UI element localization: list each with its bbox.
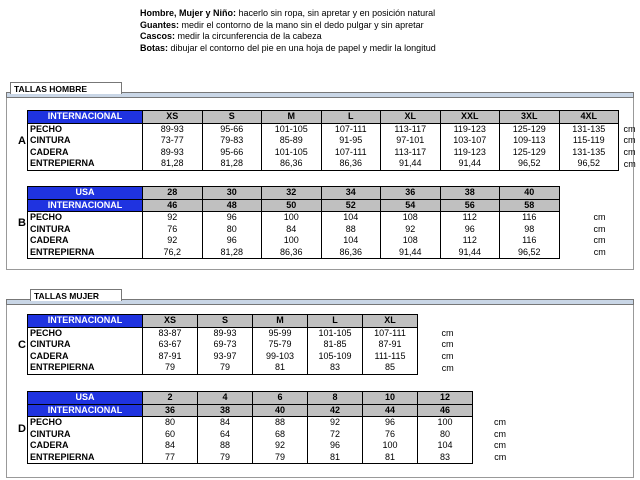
size-header-cell: 38 [440, 187, 500, 200]
value-cell: 96 [202, 212, 262, 224]
table-row [28, 147, 640, 159]
value-cell: 88 [321, 224, 381, 236]
section-title-mujer: TALLAS MUJER [30, 289, 122, 301]
value-cell: 91,44 [381, 247, 441, 259]
unit-label: cm [441, 339, 454, 350]
value-cell: 103-107 [440, 135, 500, 147]
spacer-cell [619, 111, 640, 124]
value-cell: 131-135 [559, 147, 619, 159]
value-cell: 131-135 [559, 123, 619, 135]
value-cell: 95-66 [202, 147, 262, 159]
value-cell: 100 [418, 417, 473, 429]
size-header-cell: 42 [308, 404, 363, 417]
table-letter: B [18, 217, 26, 229]
table-letter: C [18, 339, 26, 351]
value-cell: 113-117 [381, 147, 441, 159]
size-header-cell: 6 [253, 392, 308, 405]
unit-label: cm [441, 327, 454, 338]
note-line: Cascos: medir la circunferencia de la cabeza [140, 31, 322, 41]
value-cell: 113-117 [381, 123, 441, 135]
value-cell: 86,36 [262, 158, 322, 170]
header-label: INTERNACIONAL [28, 404, 143, 417]
row-label: PECHO [28, 417, 143, 429]
value-cell: 92 [381, 224, 441, 236]
table-header-row [28, 392, 528, 405]
value-cell: 95-99 [253, 327, 308, 339]
value-cell: 96,52 [559, 158, 619, 170]
value-cell: 81,28 [143, 158, 203, 170]
size-header-cell: 38 [198, 404, 253, 417]
value-cell: 77 [143, 452, 198, 464]
size-header-cell: 12 [418, 392, 473, 405]
value-cell: 100 [262, 212, 322, 224]
value-cell: 68 [253, 429, 308, 441]
table-row [28, 452, 528, 464]
value-cell: 81 [308, 452, 363, 464]
size-header-cell: XL [381, 111, 441, 124]
table-row [28, 247, 640, 259]
value-cell: 101-105 [308, 327, 363, 339]
value-cell: 84 [262, 224, 322, 236]
note-line: Botas: dibujar el contorno del pie en una hoja de papel y medir la longitud [140, 42, 436, 53]
table-row [28, 123, 640, 135]
value-cell: 83-87 [143, 327, 198, 339]
unit-label: cm [593, 235, 606, 246]
value-cell: 83 [308, 362, 363, 374]
unit-label: cm [494, 417, 506, 427]
value-cell: 76 [363, 429, 418, 441]
row-label: CADERA [28, 235, 143, 247]
value-cell: 63-67 [143, 339, 198, 351]
value-cell: 125-129 [500, 123, 560, 135]
size-table-mujer-usa [27, 391, 528, 464]
value-cell: 81 [253, 362, 308, 374]
value-cell: 96 [202, 235, 262, 247]
header-label: INTERNACIONAL [28, 199, 143, 212]
value-cell: 96 [363, 417, 418, 429]
unit-label: cm [623, 158, 636, 169]
value-cell: 101-105 [262, 147, 322, 159]
size-header-cell: 3XL [500, 111, 560, 124]
size-header-cell: 36 [381, 187, 441, 200]
value-cell: 119-123 [440, 147, 500, 159]
value-cell: 96,52 [500, 158, 560, 170]
value-cell: 81 [363, 452, 418, 464]
value-cell: 81-85 [308, 339, 363, 351]
value-cell: 84 [143, 440, 198, 452]
value-cell: 96,52 [500, 247, 560, 259]
table-row [28, 417, 528, 429]
spacer-cell [559, 199, 640, 212]
value-cell: 108 [381, 235, 441, 247]
table-row [28, 224, 640, 236]
value-cell: 89-93 [143, 147, 203, 159]
value-cell: 84 [198, 417, 253, 429]
value-cell: 101-105 [262, 123, 322, 135]
value-cell: 60 [143, 429, 198, 441]
size-header-cell: M [262, 111, 322, 124]
value-cell: 64 [198, 429, 253, 441]
note-line: Guantes: medir el contorno de la mano sin el dedo pulgar y sin apretar [140, 19, 424, 30]
value-cell: 98 [500, 224, 560, 236]
value-cell: 91,44 [440, 247, 500, 259]
unit-label: cm [441, 362, 454, 373]
table-row [28, 429, 528, 441]
table-row [28, 235, 640, 247]
size-header-cell: 36 [143, 404, 198, 417]
size-header-cell: 46 [143, 199, 203, 212]
table-header-row [28, 404, 528, 417]
value-cell: 107-111 [321, 147, 381, 159]
size-table-hombre-usa [27, 186, 640, 259]
table-letter: A [18, 135, 26, 147]
value-cell: 125-129 [500, 147, 560, 159]
value-cell: 96 [308, 440, 363, 452]
value-cell: 99-103 [253, 351, 308, 363]
size-header-cell: L [308, 315, 363, 328]
size-header-cell: 30 [202, 187, 262, 200]
unit-label: cm [623, 135, 636, 146]
unit-label: cm [494, 440, 506, 451]
row-label: PECHO [28, 212, 143, 224]
table-row [28, 327, 478, 339]
unit-label: cm [593, 247, 606, 257]
spacer-cell [473, 392, 528, 405]
value-cell: 93-97 [198, 351, 253, 363]
size-table-hombre-international [27, 110, 640, 171]
row-label: CINTURA [28, 339, 143, 351]
value-cell: 89-93 [143, 123, 203, 135]
value-cell: 80 [143, 417, 198, 429]
value-cell: 91-95 [321, 135, 381, 147]
value-cell: 79-83 [202, 135, 262, 147]
size-header-cell: XXL [440, 111, 500, 124]
size-table-mujer-international [27, 314, 478, 375]
header-label: USA [28, 187, 143, 200]
value-cell: 100 [363, 440, 418, 452]
value-cell: 86,36 [321, 158, 381, 170]
value-cell: 109-113 [500, 135, 560, 147]
value-cell: 91,44 [440, 158, 500, 170]
row-label: CADERA [28, 351, 143, 363]
measurement-instructions [140, 8, 436, 54]
size-header-cell: 10 [363, 392, 418, 405]
size-header-cell: 56 [440, 199, 500, 212]
table-row [28, 212, 640, 224]
value-cell: 92 [253, 440, 308, 452]
value-cell: 104 [321, 235, 381, 247]
size-header-cell: M [253, 315, 308, 328]
value-cell: 91,44 [381, 158, 441, 170]
value-cell: 86,36 [321, 247, 381, 259]
row-label: CADERA [28, 440, 143, 452]
spacer-cell [418, 315, 478, 328]
size-header-cell: XS [143, 315, 198, 328]
row-label: CINTURA [28, 135, 143, 147]
value-cell: 72 [308, 429, 363, 441]
value-cell: 116 [500, 235, 560, 247]
value-cell: 83 [418, 452, 473, 464]
value-cell: 85-89 [262, 135, 322, 147]
value-cell: 81,28 [202, 158, 262, 170]
value-cell: 73-77 [143, 135, 203, 147]
unit-label: cm [441, 350, 454, 361]
value-cell: 85 [363, 362, 418, 374]
unit-label: cm [593, 212, 606, 222]
value-cell: 104 [418, 440, 473, 452]
value-cell: 76 [143, 224, 203, 236]
value-cell: 92 [308, 417, 363, 429]
row-label: ENTREPIERNA [28, 158, 143, 170]
size-header-cell: 48 [202, 199, 262, 212]
size-header-cell: 40 [253, 404, 308, 417]
header-label: USA [28, 392, 143, 405]
value-cell: 81,28 [202, 247, 262, 259]
size-header-cell: L [321, 111, 381, 124]
size-header-cell: XL [363, 315, 418, 328]
unit-label: cm [593, 223, 606, 234]
value-cell: 79 [143, 362, 198, 374]
value-cell: 79 [253, 452, 308, 464]
size-header-cell: S [198, 315, 253, 328]
spacer-cell [473, 404, 528, 417]
value-cell: 95-66 [202, 123, 262, 135]
table-row [28, 440, 528, 452]
value-cell: 116 [500, 212, 560, 224]
value-cell: 75-79 [253, 339, 308, 351]
table-header-row [28, 315, 478, 328]
value-cell: 92 [143, 235, 203, 247]
value-cell: 107-111 [321, 123, 381, 135]
row-label: CADERA [28, 147, 143, 159]
value-cell: 119-123 [440, 123, 500, 135]
size-header-cell: 4 [198, 392, 253, 405]
size-header-cell: XS [143, 111, 203, 124]
value-cell: 88 [198, 440, 253, 452]
size-header-cell: 2 [143, 392, 198, 405]
value-cell: 86,36 [262, 247, 322, 259]
unit-label: cm [494, 428, 506, 439]
size-header-cell: 52 [321, 199, 381, 212]
size-header-cell: 28 [143, 187, 203, 200]
value-cell: 79 [198, 362, 253, 374]
size-header-cell: 4XL [559, 111, 619, 124]
value-cell: 107-111 [363, 327, 418, 339]
size-header-cell: 46 [418, 404, 473, 417]
table-row [28, 351, 478, 363]
row-label: ENTREPIERNA [28, 247, 143, 259]
value-cell: 89-93 [198, 327, 253, 339]
row-label: PECHO [28, 327, 143, 339]
value-cell: 111-115 [363, 351, 418, 363]
value-cell: 112 [440, 235, 500, 247]
unit-label: cm [623, 123, 636, 134]
size-header-cell: S [202, 111, 262, 124]
value-cell: 87-91 [143, 351, 198, 363]
table-row [28, 362, 478, 374]
table-row [28, 339, 478, 351]
value-cell: 87-91 [363, 339, 418, 351]
table-header-row [28, 111, 640, 124]
size-header-cell: 34 [321, 187, 381, 200]
value-cell: 108 [381, 212, 441, 224]
value-cell: 96 [440, 224, 500, 236]
unit-label: cm [623, 146, 636, 157]
row-label: ENTREPIERNA [28, 362, 143, 374]
value-cell: 105-109 [308, 351, 363, 363]
size-header-cell: 50 [262, 199, 322, 212]
size-header-cell: 54 [381, 199, 441, 212]
section-title-hombre: TALLAS HOMBRE [10, 82, 122, 94]
value-cell: 80 [202, 224, 262, 236]
size-header-cell: 58 [500, 199, 560, 212]
header-label: INTERNACIONAL [28, 315, 143, 328]
value-cell: 100 [262, 235, 322, 247]
note-line: Hombre, Mujer y Niño: hacerlo sin ropa, sin apretar y en posición natural [140, 8, 436, 18]
value-cell: 115-119 [559, 135, 619, 147]
table-row [28, 158, 640, 170]
value-cell: 88 [253, 417, 308, 429]
row-label: CINTURA [28, 224, 143, 236]
table-header-row [28, 199, 640, 212]
size-header-cell: 32 [262, 187, 322, 200]
value-cell: 97-101 [381, 135, 441, 147]
value-cell: 80 [418, 429, 473, 441]
table-letter: D [18, 423, 26, 435]
table-row [28, 135, 640, 147]
header-label: INTERNACIONAL [28, 111, 143, 124]
size-header-cell: 8 [308, 392, 363, 405]
row-label: CINTURA [28, 429, 143, 441]
row-label: ENTREPIERNA [28, 452, 143, 464]
value-cell: 112 [440, 212, 500, 224]
table-header-row [28, 187, 640, 200]
unit-label: cm [494, 452, 507, 462]
value-cell: 79 [198, 452, 253, 464]
size-header-cell: 40 [500, 187, 560, 200]
size-header-cell: 44 [363, 404, 418, 417]
value-cell: 69-73 [198, 339, 253, 351]
value-cell: 104 [321, 212, 381, 224]
value-cell: 76,2 [143, 247, 203, 259]
spacer-cell [559, 187, 640, 200]
value-cell: 92 [143, 212, 203, 224]
row-label: PECHO [28, 123, 143, 135]
